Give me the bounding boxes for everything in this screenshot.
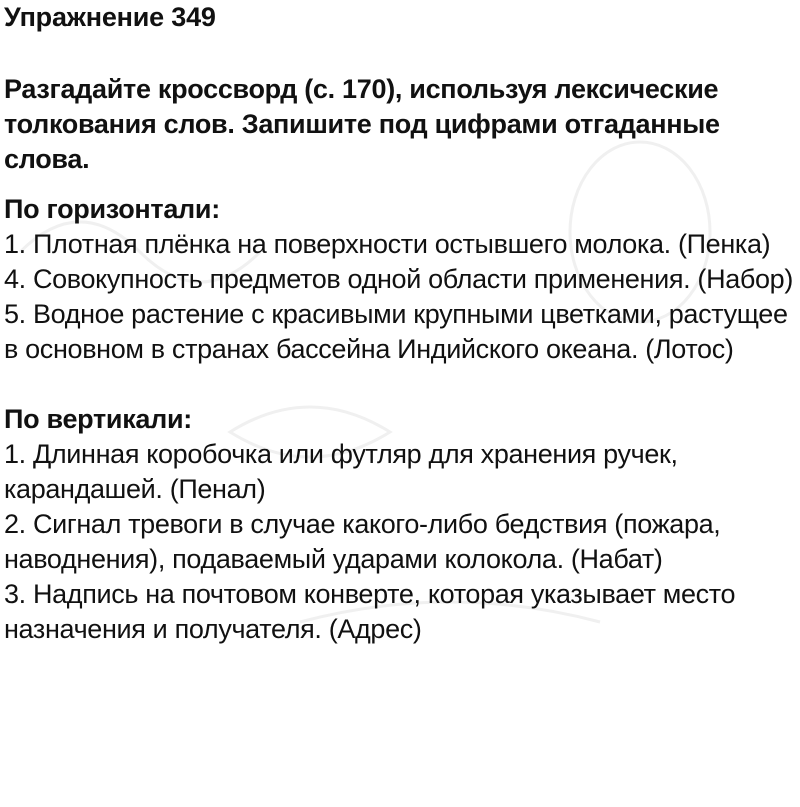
exercise-title: Упражнение 349 [4,2,216,32]
task-text: Разгадайте кроссворд (с. 170), используя лексические толкования слов. Запишите под цифрами отгаданные слова. [4,74,720,174]
horizontal-item-4: 4. Совокупность предметов одной области применения. (Набор) [4,264,793,294]
vertical-item-2: 2. Сигнал тревоги в случае какого-либо бедствия (пожара, наводнения), подаваемый ударами колокола. (Набат) [4,509,728,574]
horizontal-heading: По горизонтали: [4,194,220,224]
vertical-item-1: 1. Длинная коробочка или футляр для хранения ручек, карандашей. (Пенал) [4,439,685,504]
vertical-heading: По вертикали: [4,404,192,434]
vertical-item-3: 3. Надпись на почтовом конверте, которая указывает место назначения и получателя. (Адрес) [4,579,743,644]
exercise-content [0,2,800,647]
horizontal-item-5: 5. Водное растение с красивыми крупными цветками, растущее в основном в странах бассейна Индийского океана. (Лотос) [4,299,795,364]
horizontal-item-1: 1. Плотная плёнка на поверхности остывшего молока. (Пенка) [4,229,771,259]
